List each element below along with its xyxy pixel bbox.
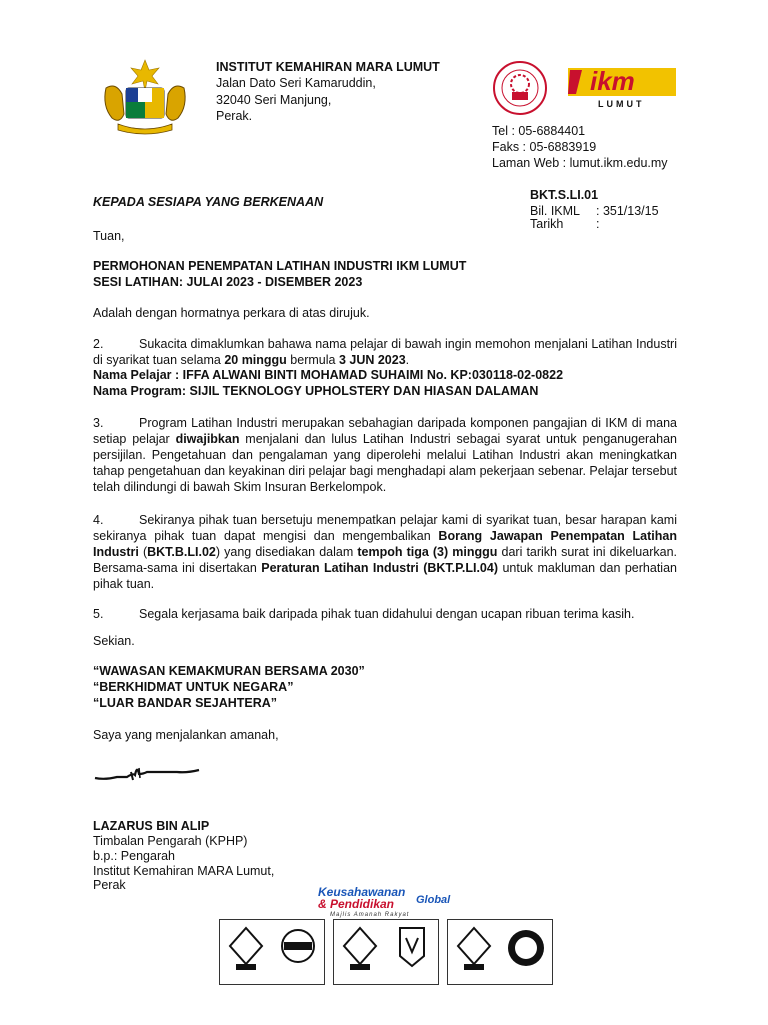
paragraph-4-text: Sekiranya pihak tuan bersetuju menempatkan pelajar kami di syarikat tuan, besar harapan kami sekiranya pihak tuan dapat mengisi dan mengembalikan: [93, 513, 677, 543]
intro-paragraph: Adalah dengan hormatnya perkara di atas dirujuk.: [93, 306, 370, 320]
paragraph-2-text: Sukacita dimaklumkan bahawa nama pelajar di bawah ingin memohon menjalani Latihan Industri di syarikat tuan selama: [93, 337, 677, 367]
paragraph-2-text-b: bermula: [286, 353, 339, 367]
form-name: Borang Jawapan Penempatan Latihan Industri: [93, 529, 677, 559]
paragraph-5-text: Segala kerjasama baik daripada pihak tuan didahului dengan ucapan ribuan terima kasih.: [139, 607, 635, 621]
ref-tarikh-label: Tarikh: [530, 217, 564, 231]
paragraph-4-text-e: untuk makluman dan perhatian pihak tuan.: [93, 561, 677, 591]
ref-bil-label: Bil. IKML: [530, 204, 581, 218]
ikm-logo-sub: LUMUT: [598, 99, 645, 109]
tagline-sub: Majlis Amanah Rakyat: [330, 912, 410, 918]
paragraph-3-number: 3.: [93, 416, 104, 430]
subject-line-2: SESI LATIHAN: JULAI 2023 - DISEMBER 2023: [93, 275, 363, 289]
web-line: Laman Web : lumut.ikm.edu.my: [492, 156, 668, 170]
form-code: BKT.B.LI.02: [147, 545, 216, 559]
duration-weeks: 20 minggu: [224, 353, 287, 367]
slogan-3: “LUAR BANDAR SEJAHTERA”: [93, 696, 278, 710]
subject-line-1: PERMOHONAN PENEMPATAN LATIHAN INDUSTRI IKM LUMUT: [93, 259, 467, 273]
address-line-3: Perak.: [216, 109, 253, 123]
program-name-line: Nama Program: SIJIL TEKNOLOGY UPHOLSTERY DAN HIASAN DALAMAN: [93, 384, 539, 398]
slogan-2: “BERKHIDMAT UNTUK NEGARA”: [93, 680, 294, 694]
footer-tagline: [318, 886, 468, 920]
address-line-2: 32040 Seri Manjung,: [216, 93, 332, 107]
closing-line: Saya yang menjalankan amanah,: [93, 728, 279, 742]
paragraph-4-text-c: ) yang disediakan dalam: [215, 545, 358, 559]
address-line-1: Jalan Dato Seri Kamaruddin,: [216, 76, 376, 90]
signatory-institution: Institut Kemahiran MARA Lumut,: [93, 864, 275, 878]
signature: [93, 760, 213, 786]
rules-document: Peraturan Latihan Industri (BKT.P.LI.04): [261, 561, 498, 575]
slogan-1: “WAWASAN KEMAKMURAN BERSAMA 2030”: [93, 664, 365, 678]
salutation: Tuan,: [93, 229, 125, 243]
tagline-part-1: Keusahawanan: [318, 885, 406, 899]
tel-line: Tel : 05-6884401: [492, 124, 586, 138]
quality-system-badge-3: [447, 919, 553, 985]
ikm-logo-text: ikm: [590, 66, 635, 96]
paragraph-2-text-c: .: [405, 353, 410, 367]
signatory-state: Perak: [93, 878, 126, 892]
paragraph-5: [93, 606, 677, 622]
paragraph-2-number: 2.: [93, 337, 104, 351]
paragraph-3-text: Program Latihan Industri merupakan sebahagian daripada komponen pangajian di IKM di mana setiap pelajar: [93, 416, 677, 446]
signatory-on-behalf: b.p.: Pengarah: [93, 849, 176, 863]
ref-tarikh-value: :: [596, 217, 600, 231]
ikm-logo: [482, 58, 678, 118]
quality-system-badge-1: [219, 919, 325, 985]
paragraph-4-text-d: dari tarikh surat ini dikeluarkan. Bersama-sama ini disertakan: [93, 545, 677, 575]
ref-code: BKT.S.LI.01: [530, 188, 599, 202]
certification-badges: [215, 917, 555, 1025]
paragraph-4: [93, 512, 677, 592]
response-period: tempoh tiga (3) minggu: [357, 545, 498, 559]
quality-system-badge-2: [333, 919, 439, 985]
paragraph-5-number: 5.: [93, 607, 104, 621]
sekian: Sekian.: [93, 634, 135, 648]
faks-line: Faks : 05-6883919: [492, 140, 597, 154]
institution-name: INSTITUT KEMAHIRAN MARA LUMUT: [216, 60, 440, 74]
signatory-title: Timbalan Pengarah (KPHP): [93, 834, 248, 848]
paragraph-2: [93, 336, 677, 368]
paragraph-4-number: 4.: [93, 513, 104, 527]
tagline-part-3: Global: [416, 894, 451, 906]
paragraph-3: [93, 415, 677, 495]
start-date: 3 JUN 2023: [338, 353, 406, 367]
ref-bil-value: : 351/13/15: [596, 204, 659, 218]
paragraph-4-text-b: (: [138, 545, 148, 559]
paragraph-3-text-b: menjalani dan lulus Latihan Industri sebagai syarat untuk penganugerahan persijilan. Pengetahuan dan pengalaman yang diperolehi melalui Latihan Industri akan meningkatkan tahap pengetahuan dan keyakinan diri pelajar bagi menghadapi alam pekerjaan sebenar. Pelajar tersebut telah dilindungi di bawah Skim Insuran Berkelompok.: [93, 432, 677, 494]
tagline-part-2: & Pendidikan: [318, 897, 395, 911]
recipient-heading: KEPADA SESIAPA YANG BERKENAAN: [93, 195, 324, 209]
student-name-line: Nama Pelajar : IFFA ALWANI BINTI MOHAMAD SUHAIMI No. KP:030118-02-0822: [93, 368, 564, 382]
malaysia-coat-of-arms: [96, 58, 194, 136]
paragraph-3-bold: diwajibkan: [175, 432, 240, 446]
signatory-name: LAZARUS BIN ALIP: [93, 819, 210, 833]
